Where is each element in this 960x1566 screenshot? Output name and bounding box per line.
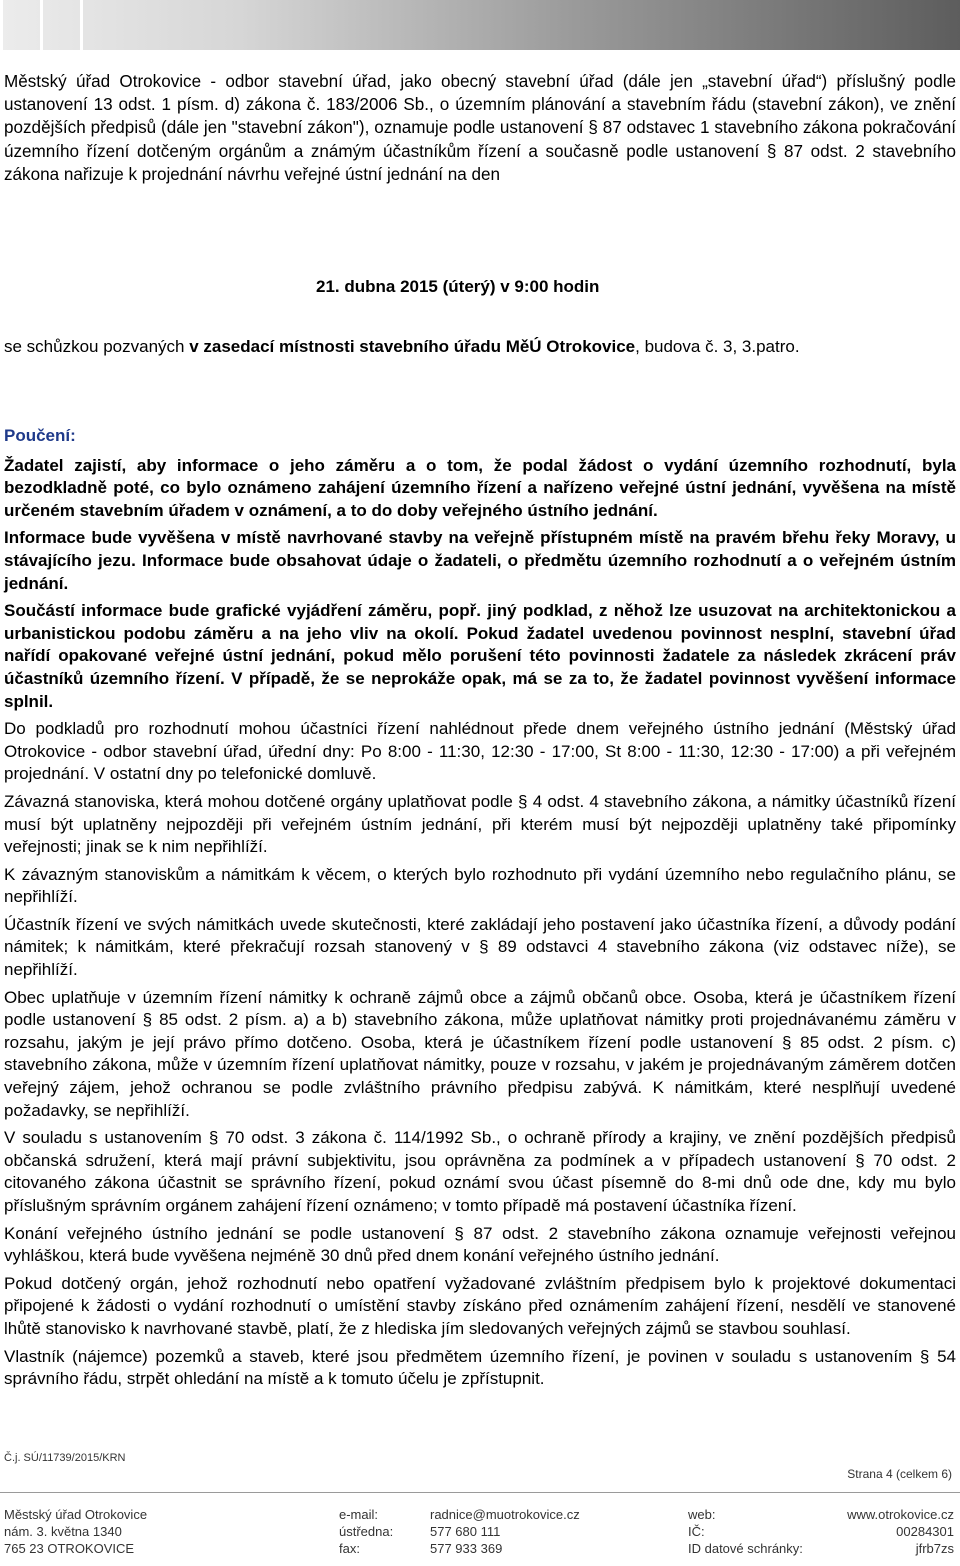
web-link[interactable]: www.otrokovice.cz	[847, 1507, 954, 1522]
meeting-place-bold: v zasedací místnosti stavebního úřadu MěÚ Otrokovice	[189, 337, 636, 356]
ic-label: IČ:	[688, 1524, 705, 1539]
footer-divider	[0, 1492, 960, 1493]
footer-registry-labels	[688, 1506, 803, 1557]
phone-number: 577 680 111	[430, 1524, 501, 1539]
intro-section	[4, 70, 956, 186]
instruction-paragraph-3: Součástí informace bude grafické vyjádření záměru, popř. jiný podklad, z něhož lze usuzovat na architektonickou a urbanistickou podobu záměru a na jeho vliv na okolí. Pokud žadatel uvedenou povinnost nesplní, stavební úřad nařídí opakované veřejné ústní jednání, pokud mělo porušení této povinnosti žadatele za následek zkrácení práv účastníků územního řízení. V případě, že se neprokáže opak, má se za to, že žadatel povinnost vyvěšení informace splnil.	[4, 601, 956, 711]
instruction-paragraph-8: Obec uplatňuje v územním řízení námitky k ochraně zájmů obce a zájmů občanů obce. Osoba, která je účastníkem řízení podle ustanovení § 85 odst. 2 písm. a) a b) stavebního zákona, může uplatňovat námitky proti projednávanému záměru v rozsahu, jakým je její právo přímo dotčeno. Osoba, která je účastníkem řízení podle ustanovení § 85 odst. 2 písm. c) stavebního zákona, může v územním řízení uplatňovat námitky, pouze v rozsahu, v jakém je projednávaným záměrem dotčen veřejný zájem, jehož ochranou se podle zvláštního právního předpisu zabývá. K námitkám, které nesplňují uvedené požadavky, se nepřihlíží.	[4, 987, 956, 1120]
fax-label: fax:	[339, 1541, 360, 1556]
meeting-place	[4, 335, 956, 358]
office-address-line2: 765 23 OTROKOVICE	[4, 1541, 135, 1556]
ic-value: 00284301	[896, 1524, 954, 1539]
instruction-paragraph-5: Závazná stanoviska, která mohou dotčené orgány uplatňovat podle § 4 odst. 4 stavebního zákona, a námitky účastníků řízení musí být uplatněny nejpozději při veřejném ústním jednání, při kterém musí být nejpozději uplatněny také připomínky veřejnosti; jinak se k nim nepřihlíží.	[4, 791, 956, 857]
instruction-section	[4, 425, 956, 1391]
footer-office-column	[4, 1506, 147, 1557]
footer-contact-labels	[339, 1506, 393, 1557]
header-square	[0, 0, 43, 50]
page-number: Strana 4 (celkem 6)	[847, 1467, 952, 1481]
meeting-place-suffix: , budova č. 3, 3.patro.	[635, 337, 800, 356]
instruction-paragraph-11: Pokud dotčený orgán, jehož rozhodnutí nebo opatření vyžadované zvláštním předpisem bylo k projektové dokumentaci připojené k žádosti o vydání rozhodnutí o umístění stavby získáno před oznámením zahájení řízení, nesdělí ve stanovené lhůtě stanovisko k navrhované stavbě, platí, že z hlediska jím sledovaných veřejných zájmů se stavbou souhlasí.	[4, 1273, 956, 1338]
instruction-heading: Poučení:	[4, 426, 76, 445]
instruction-paragraph-10: Konání veřejného ústního jednání se podle ustanovení § 87 odst. 2 stavebního zákona oznamuje veřejnosti veřejnou vyhláškou, která bude vyvěšena nejméně 30 dnů před dnem konání veřejného ústního jednání.	[4, 1223, 956, 1266]
header-decoration-bar	[0, 0, 960, 50]
meeting-place-prefix: se schůzkou pozvaných	[4, 337, 190, 356]
email-link[interactable]: radnice@muotrokovice.cz	[430, 1507, 580, 1522]
instruction-paragraph-2: Informace bude vyvěšena v místě navrhované stavby na veřejně přístupném místě na pravém břehu řeky Moravy, u stávajícího jezu. Informace bude obsahovat údaje o žadateli, o předmětu územního rozhodnutí a o veřejném ústním jednání.	[4, 528, 956, 593]
instruction-paragraph-12: Vlastník (nájemce) pozemků a staveb, které jsou předmětem územního řízení, je povinen v souladu s ustanovením § 54 správního řádu, strpět ohledání na místě a k tomuto účelu je zpřístupnit.	[4, 1346, 956, 1389]
meeting-date: 21. dubna 2015 (úterý) v 9:00 hodin	[316, 277, 600, 296]
intro-paragraph: Městský úřad Otrokovice - odbor stavební úřad, jako obecný stavební úřad (dále jen „stavební úřad“) příslušný podle ustanovení 13 odst. 1 písm. d) zákona č. 183/2006 Sb., o územním plánování a stavebním řádu (stavební zákon), ve znění pozdějších předpisů (dále jen "stavební zákon"), oznamuje podle ustanovení § 87 odstavec 1 stavebního zákona pokračování územního řízení dotčeným orgánům a známým účastníkům řízení a současně podle ustanovení § 87 odst. 2 stavebního zákona nařizuje k projednání návrhu veřejné ústní jednání na den	[4, 72, 956, 184]
office-address-line1: nám. 3. května 1340	[4, 1524, 122, 1539]
web-label: web:	[688, 1507, 716, 1522]
document-reference: Č.j. SÚ/11739/2015/KRN	[4, 1452, 126, 1464]
instruction-paragraph-9: V souladu s ustanovením § 70 odst. 3 zákona č. 114/1992 Sb., o ochraně přírody a krajiny, ve znění pozdějších předpisů občanská sdružení, která mají právní subjektivitu, jsou oprávněna za podmínek a v případech ustanovení § 70 odst. 2 citovaného zákona účastnit se správního řízení, pokud oznámí svou účast písemně do 8-mi dnů ode dne, kdy mu bylo příslušným správním orgánem zahájení řízení oznámeno; v tomto případě má postavení účastníka řízení.	[4, 1128, 956, 1215]
databox-label: ID datové schránky:	[688, 1541, 803, 1556]
databox-id: jfrb7zs	[915, 1541, 954, 1556]
instruction-paragraph-1: Žadatel zajistí, aby informace o jeho záměru a o tom, že podal žádost o vydání územního rozhodnutí, byla bezodkladně poté, co bylo oznámeno zahájení územního řízení a nařízeno veřejné ústní jednání, vyvěšena na místě určeném stavebním úřadem v oznámení, a to do doby veřejného ústního jednání.	[4, 455, 956, 520]
header-square	[80, 0, 123, 50]
header-square	[40, 0, 83, 50]
instruction-paragraph-4: Do podkladů pro rozhodnutí mohou účastníci řízení nahlédnout přede dnem veřejného ústního jednání (Městský úřad Otrokovice - odbor stavební úřad, úřední dny: Po 8:00 - 11:30, 12:30 - 17:00, St 8:00 - 11:30, 12:30 - 17:00) a při veřejném projednání. V ostatní dny po telefonické domluvě.	[4, 719, 956, 784]
footer-contact-values	[430, 1506, 580, 1557]
footer-registry-values	[847, 1506, 954, 1557]
phone-label: ústředna:	[339, 1524, 394, 1539]
instruction-paragraph-7: Účastník řízení ve svých námitkách uvede skutečnosti, které zakládají jeho postavení jako účastníka řízení, a důvody podání námitek; k námitkám, které překračují rozsah stanovený v § 89 odstavci 4 stavebního zákona (viz odstavec níže), se nepřihlíží.	[4, 914, 956, 980]
office-name: Městský úřad Otrokovice	[4, 1507, 148, 1522]
fax-number: 577 933 369	[430, 1541, 503, 1556]
email-label: e-mail:	[339, 1507, 379, 1522]
instruction-paragraph-6: K závazným stanoviskům a námitkám k věcem, o kterých bylo rozhodnuto při vydání územního nebo regulačního plánu, se nepřihlíží.	[4, 864, 956, 907]
